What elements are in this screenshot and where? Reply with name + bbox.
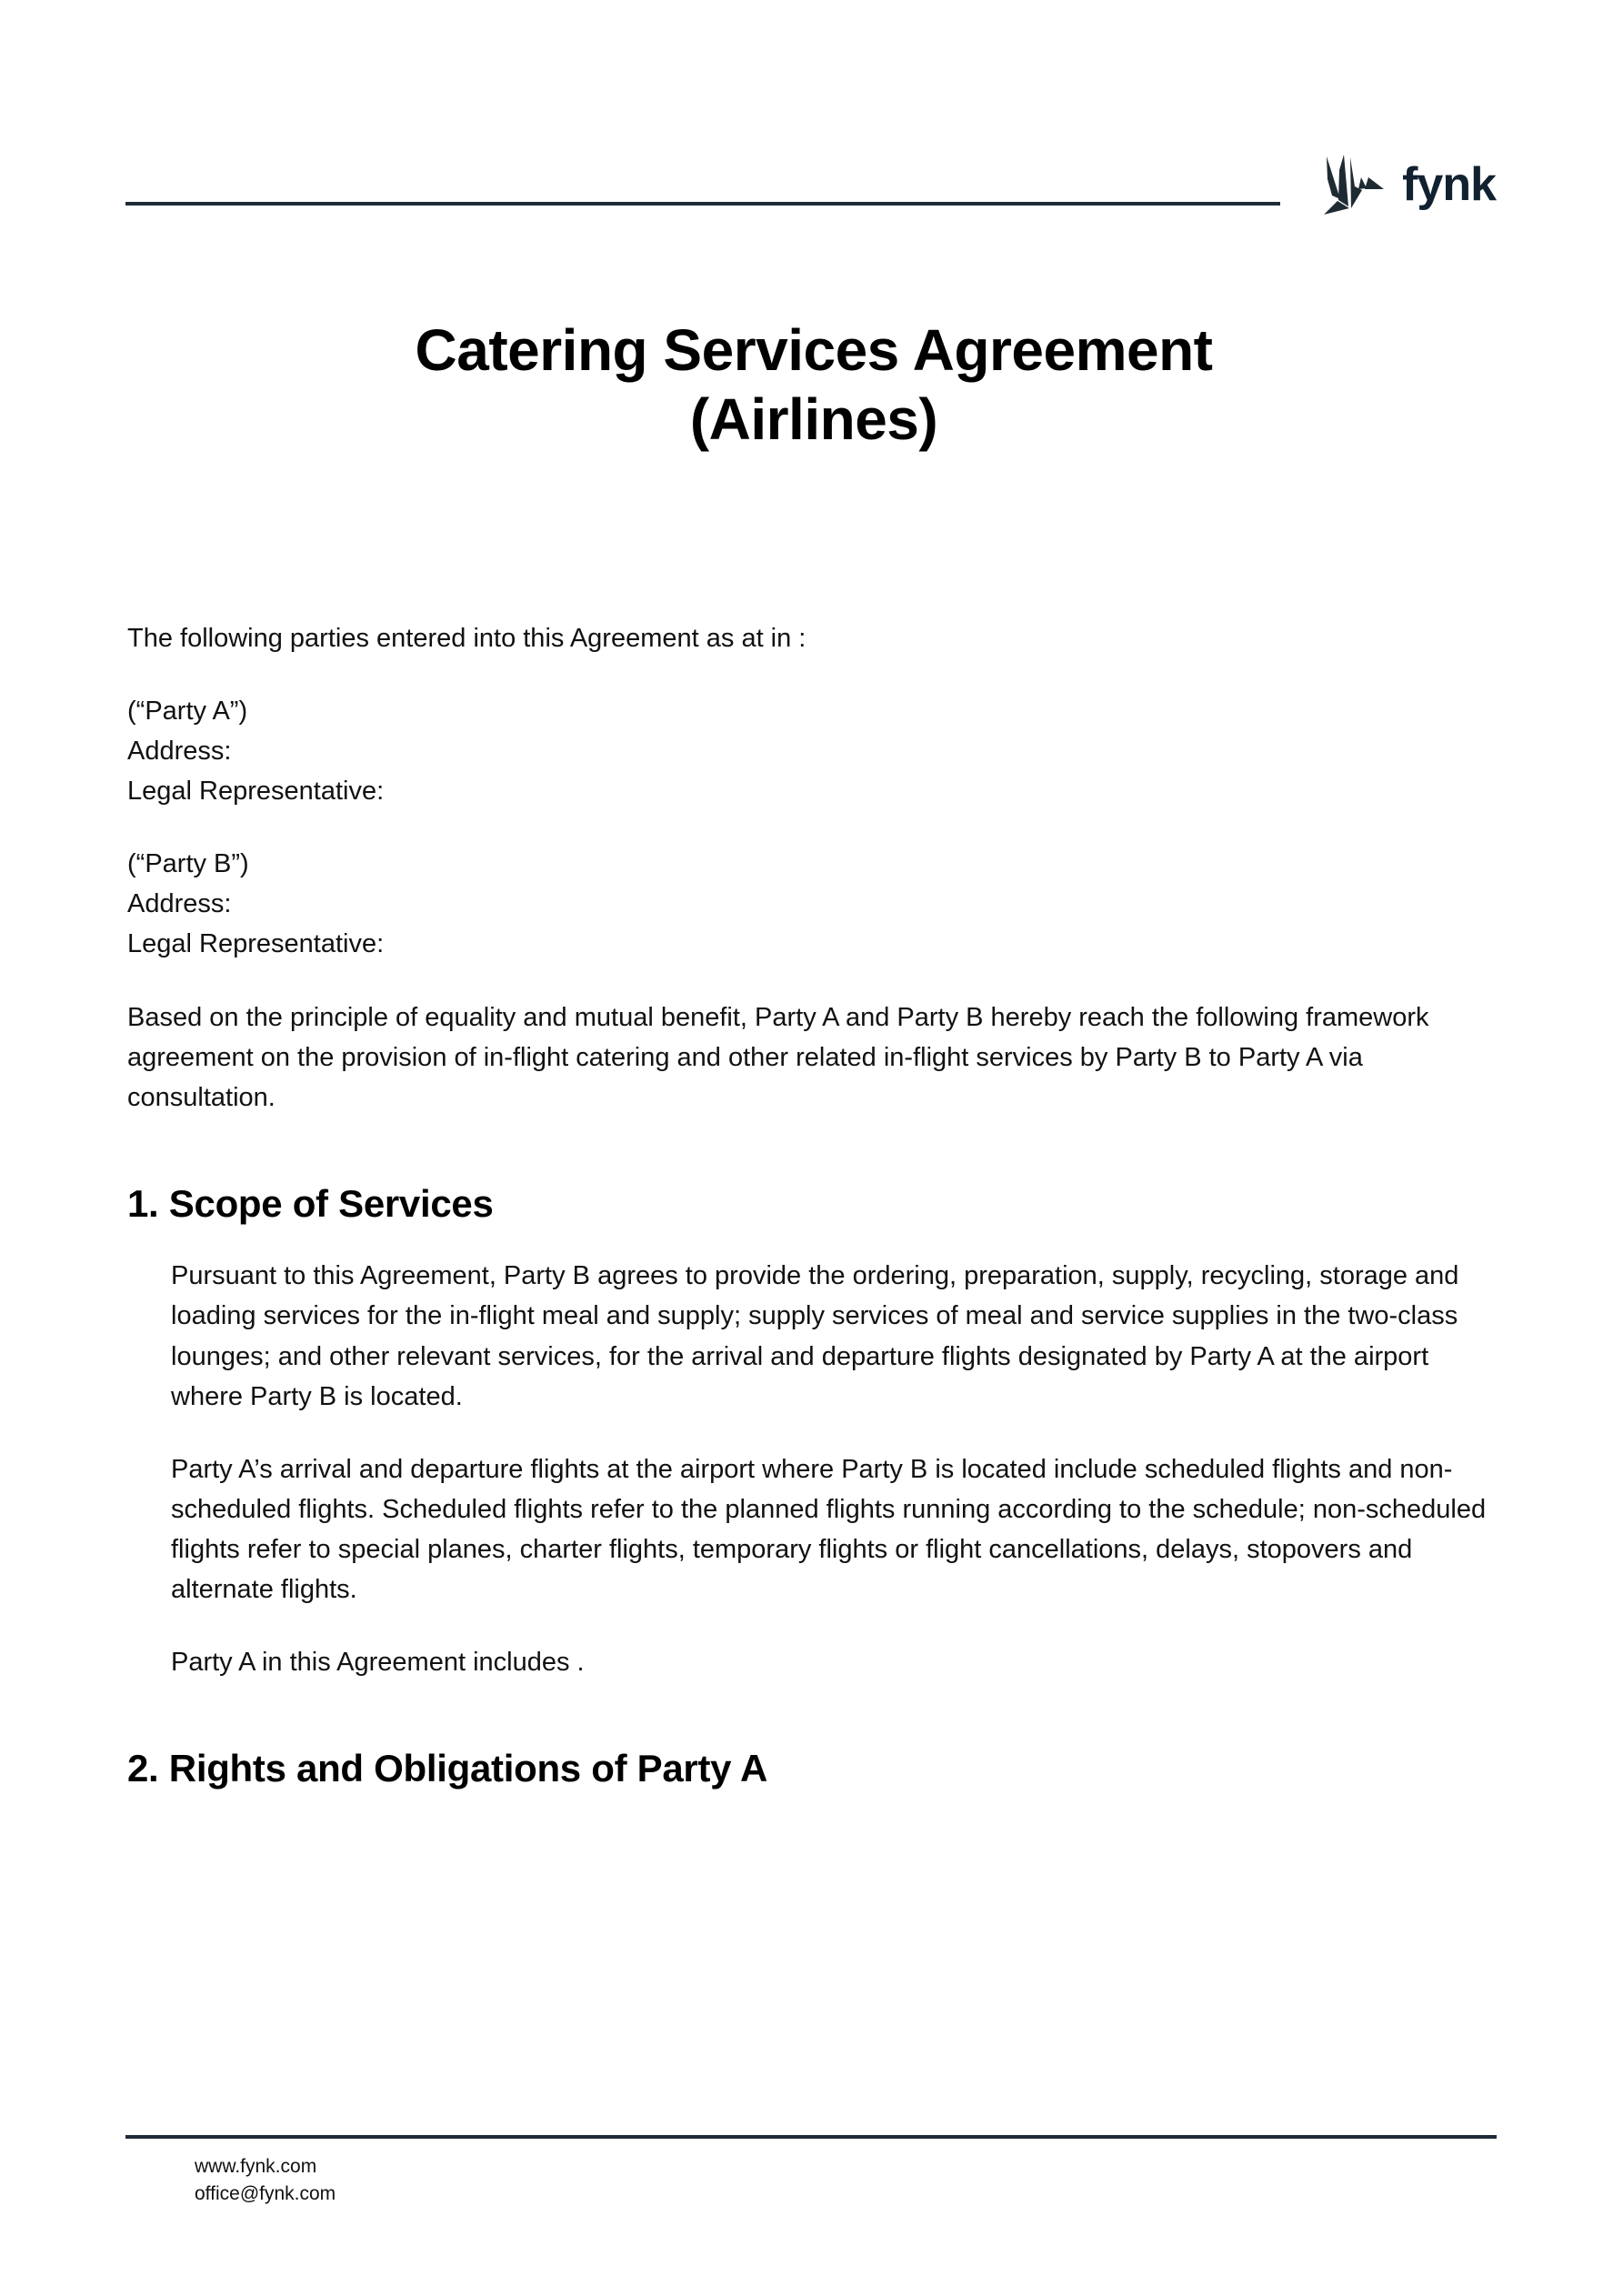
section-1-paragraph-1: Pursuant to this Agreement, Party B agrees to provide the ordering, preparation, supply, recycling, storage and loading services for the in-flight meal and supply; supply services of meal and service supplies in the two-class lounges; and other relevant services, for the arrival and departure flights designated by Party A at the airport where Party B is located. xyxy=(171,1261,1459,1411)
footer-contact xyxy=(125,2139,1497,2209)
party-b-address: Address: xyxy=(127,889,232,919)
document-title xyxy=(209,316,1418,454)
document-body xyxy=(127,618,1500,1821)
section-heading-rights-and-obligations-of-party-a: 2. Rights and Obligations of Party A xyxy=(127,1747,768,1790)
party-b-block xyxy=(127,844,1500,964)
footer-email[interactable]: office@fynk.com xyxy=(195,2183,336,2205)
party-a-address: Address: xyxy=(127,737,232,767)
section-1-paragraph-3: Party A in this Agreement includes . xyxy=(171,1648,585,1677)
section-1-paragraph-2: Party A’s arrival and departure flights at the airport where Party B is located include scheduled flights and non-scheduled flights. Scheduled flights refer to the planned flights running according to the schedule; non-scheduled flights refer to special planes, charter flights, temporary flights or flight cancellations, delays, stopovers and alternate flights. xyxy=(171,1454,1487,1604)
brand-logo xyxy=(1318,152,1496,221)
fynk-origami-bird-logo-icon xyxy=(1318,152,1389,217)
document-title-line-1: Catering Services Agreement xyxy=(415,317,1213,383)
party-b-legal-representative: Legal Representative: xyxy=(127,929,385,959)
header-divider xyxy=(125,202,1280,206)
brand-name: fynk xyxy=(1402,158,1496,211)
party-b-name: (“Party B”) xyxy=(127,849,249,879)
page-header xyxy=(125,145,1496,227)
party-a-legal-representative: Legal Representative: xyxy=(127,777,385,807)
section-body-scope-of-services xyxy=(127,1256,1500,1682)
document-title-line-2: (Airlines) xyxy=(689,386,938,452)
intro-lead-paragraph: The following parties entered into this Agreement as at in : xyxy=(127,624,806,653)
footer-website[interactable]: www.fynk.com xyxy=(195,2156,317,2177)
recital-paragraph: Based on the principle of equality and mutual benefit, Party A and Party B hereby reach the following framework agreement on the provision of in-flight catering and other related in-flight services by Party B to Party A via consultation. xyxy=(127,1002,1429,1112)
page-footer xyxy=(125,2135,1497,2209)
party-a-block xyxy=(127,691,1500,811)
party-a-name: (“Party A”) xyxy=(127,697,248,727)
section-heading-scope-of-services: 1. Scope of Services xyxy=(127,1181,494,1225)
